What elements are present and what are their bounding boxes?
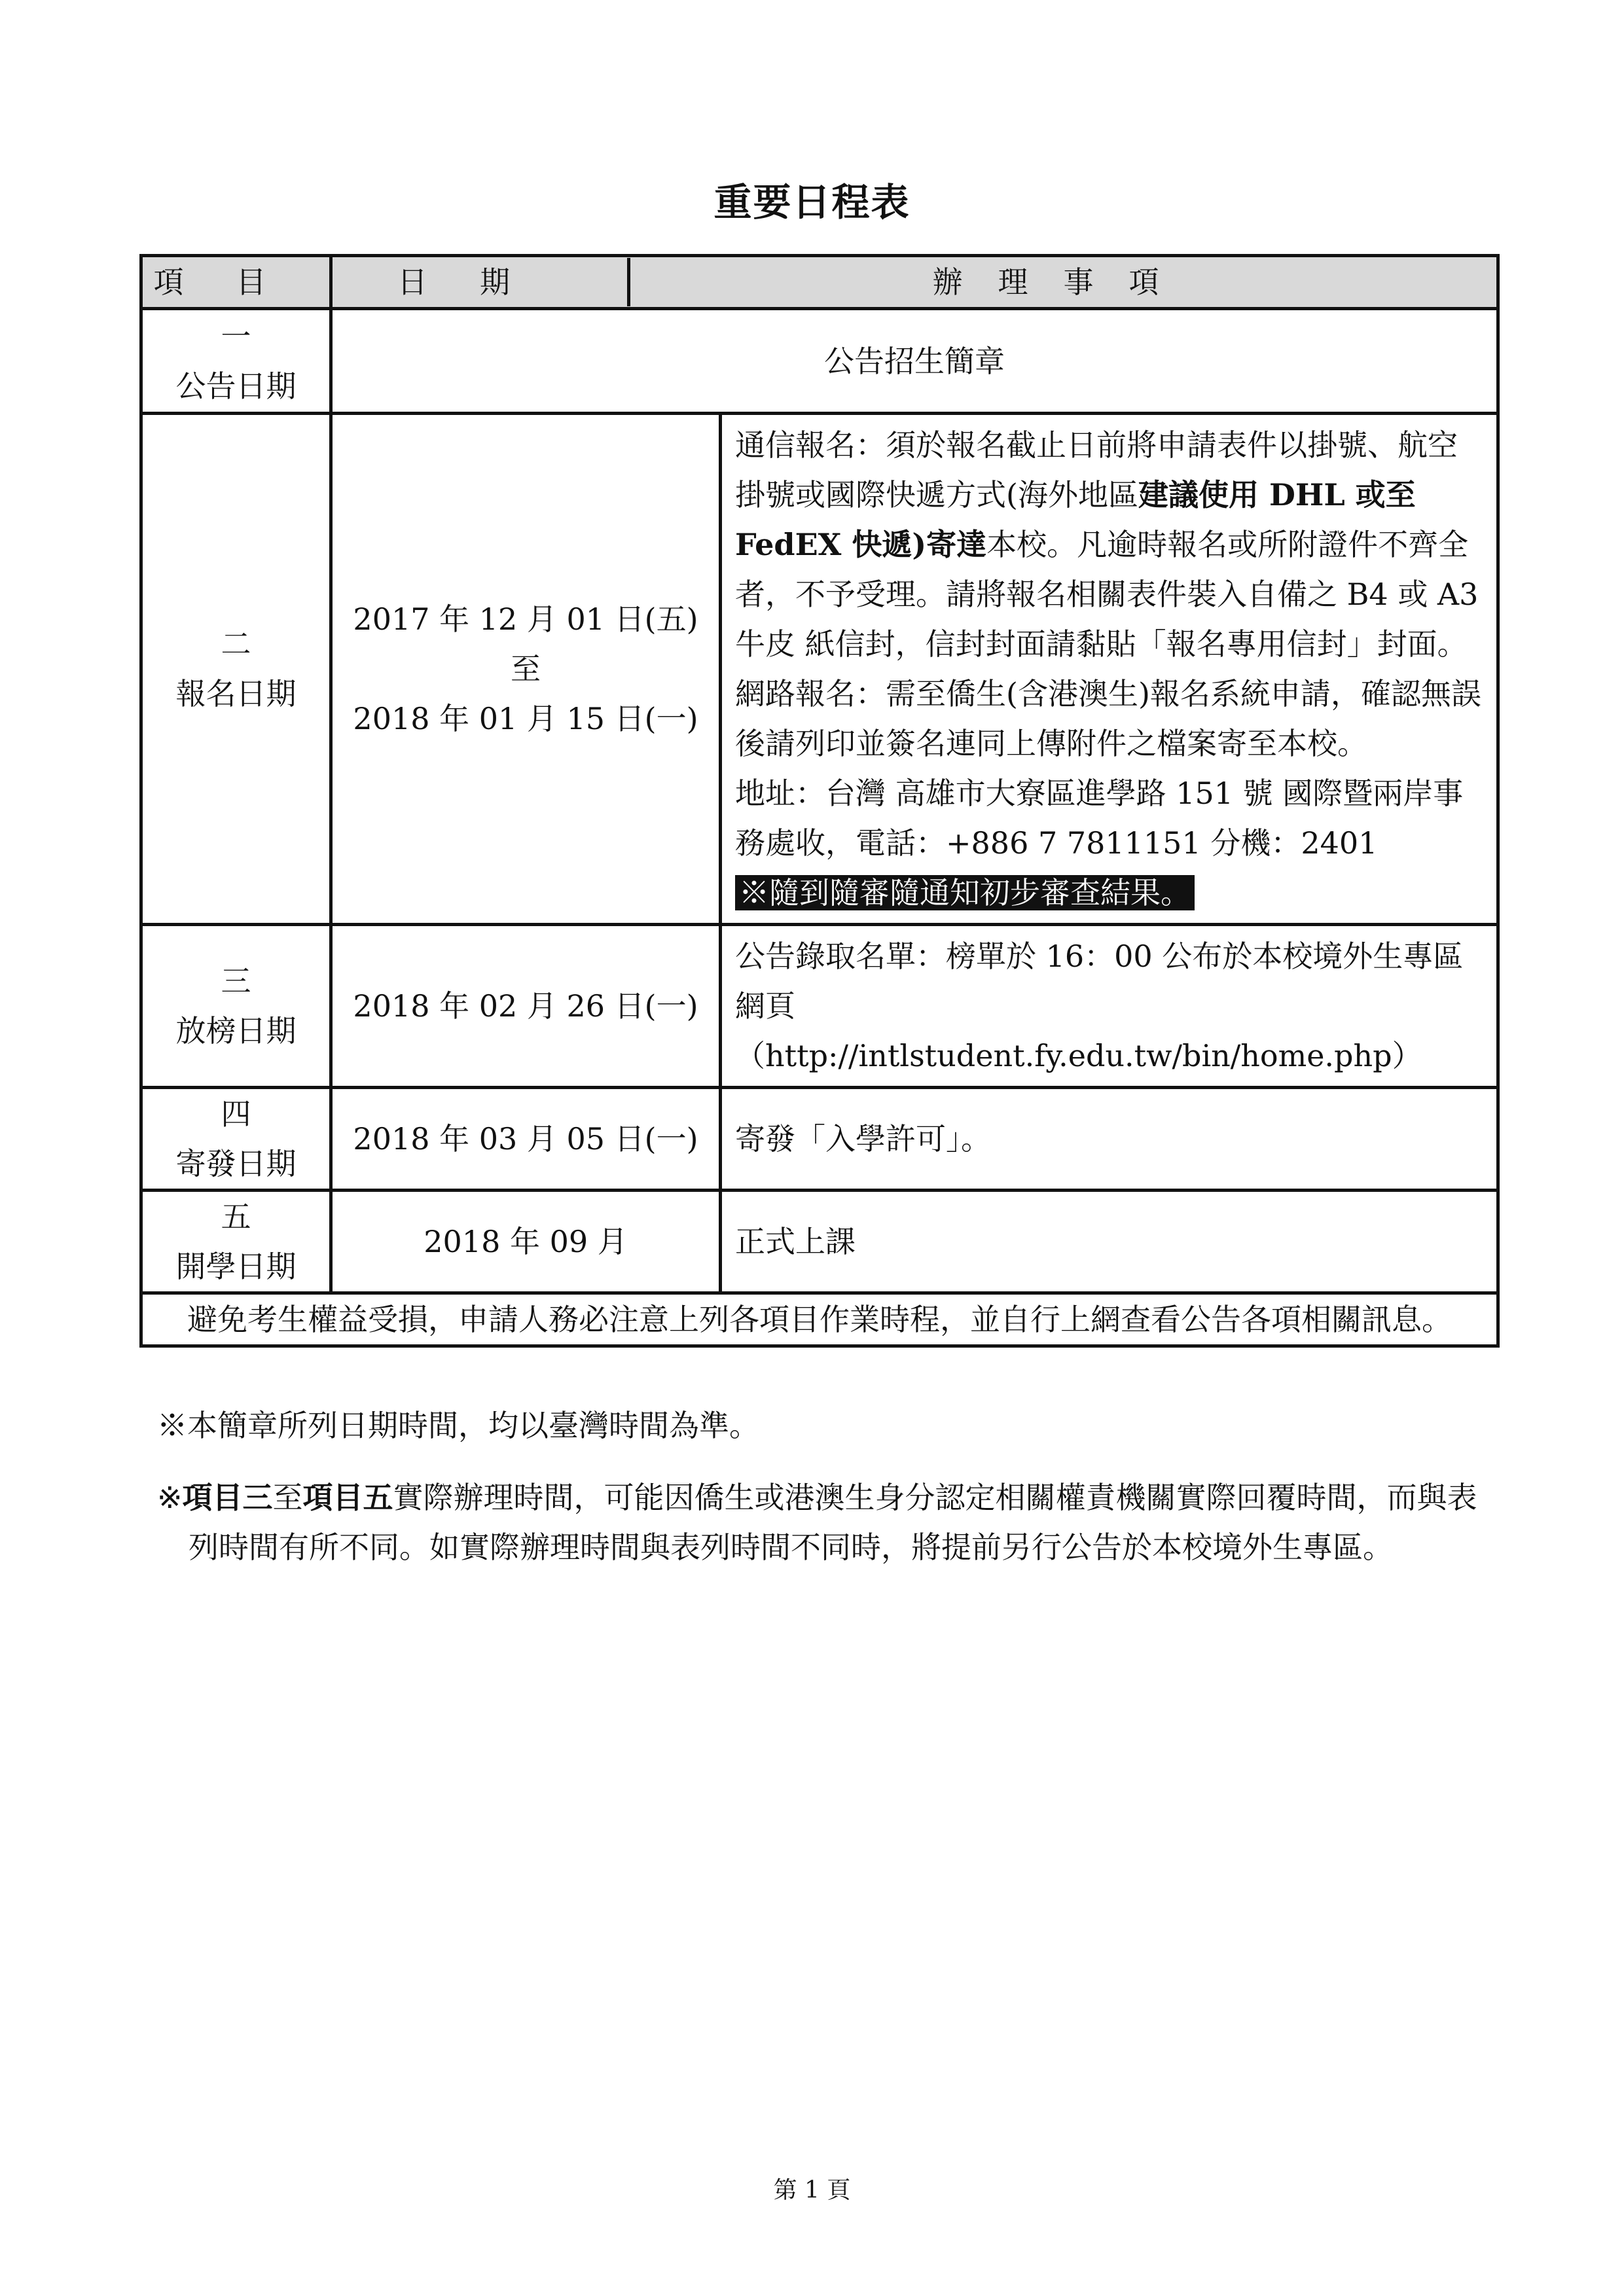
header-date-matters bbox=[331, 256, 1498, 309]
url-text: （http://intlstudent.fy.edu.tw/bin/home.php） bbox=[735, 1038, 1422, 1073]
matters-cell: 公告招生簡章 bbox=[331, 309, 1498, 414]
table-header-row bbox=[141, 256, 1498, 309]
matters-cell: 寄發「入學許可」。 bbox=[721, 1088, 1498, 1191]
item-cell: 二 報名日期 bbox=[141, 414, 331, 925]
table-row bbox=[141, 309, 1498, 414]
item-cell: 三 放榜日期 bbox=[141, 925, 331, 1088]
date-cell: 2018 年 09 月 bbox=[331, 1191, 721, 1293]
item-cell: 五 開學日期 bbox=[141, 1191, 331, 1293]
date-cell: 2018 年 02 月 26 日(一) bbox=[331, 925, 721, 1088]
note-timezone: ※本簡章所列日期時間，均以臺灣時間為準。 bbox=[157, 1408, 759, 1443]
page-number: 第 1 頁 bbox=[773, 2177, 851, 2204]
table-footer: 避免考生權益受損，申請人務必注意上列各項目作業時程，並自行上網查看公告各項相關訊息。 bbox=[141, 1293, 1498, 1346]
table-row bbox=[141, 1088, 1498, 1191]
table-footer-row bbox=[141, 1293, 1498, 1346]
date-cell: 2017 年 12 月 01 日(五) 至 2018 年 01 月 15 日(一) bbox=[331, 414, 721, 925]
highlight-notice: ※隨到隨審隨通知初步審查結果。 bbox=[735, 875, 1195, 910]
item-cell: 四 寄發日期 bbox=[141, 1088, 331, 1191]
matters-cell: 正式上課 bbox=[721, 1191, 1498, 1293]
page-title: 重要日程表 bbox=[713, 180, 911, 224]
date-cell: 2018 年 03 月 05 日(一) bbox=[331, 1088, 721, 1191]
item-cell: 一 公告日期 bbox=[141, 309, 331, 414]
table-row bbox=[141, 414, 1498, 925]
matters-cell: 公告錄取名單：榜單於 16：00 公布於本校境外生專區網頁 （http://intlstudent.fy.edu.tw/bin/home.php） bbox=[721, 925, 1498, 1088]
header-date: 日期 bbox=[333, 258, 630, 306]
table-row bbox=[141, 1191, 1498, 1293]
matters-cell: 通信報名：須於報名截止日前將申請表件以掛號、航空掛號或國際快遞方式(海外地區建議使用 DHL 或至 FedEX 快遞)寄達本校。凡逾時報名或所附證件不齊全者，不予受理。請將報名相關表件裝入自備之 B4 或 A3 牛皮 紙信封，信封封面請黏貼「報名專用信封」封面。 網路報名：需至僑生(含港澳生)報名系統申請，確認無誤後請列印並簽名連同上傳附件之檔案寄至本校。 地址：台灣 高雄市大寮區進學路 151 號 國際暨兩岸事務處收，電話：+886 7 7811151 分機：2401 ※隨到隨審隨通知初步審查結果。 bbox=[721, 414, 1498, 925]
schedule-table bbox=[139, 254, 1500, 1348]
table-row bbox=[141, 925, 1498, 1088]
header-matters: 辦理事項 bbox=[932, 264, 1195, 300]
note-schedule-change: ※項目三至項目五實際辦理時間，可能因僑生或港澳生身分認定相關權責機關實際回覆時間，而與表列時間有所不同。如實際辦理時間與表列時間不同時，將提前另行公告於本校境外生專區。 bbox=[157, 1480, 1477, 1565]
header-item: 項目 bbox=[141, 256, 331, 309]
